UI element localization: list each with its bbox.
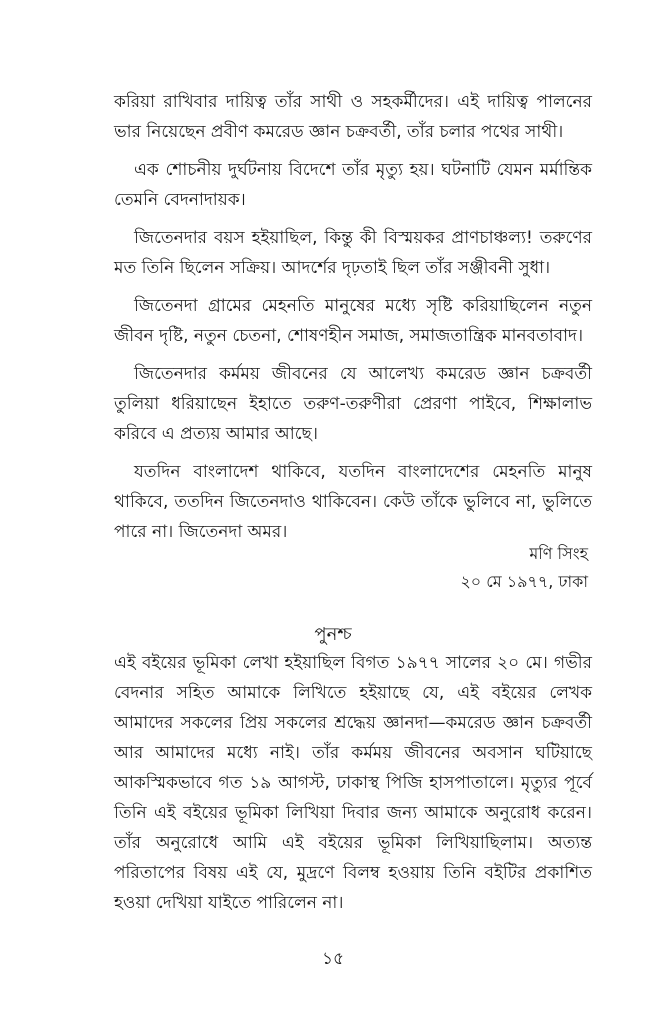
paragraph-6: যতদিন বাংলাদেশ থাকিবে, যতদিন বাংলাদেশের মেহনতি মানুষ থাকিবে, ততদিন জিতেনদাও থাকিবেন। কেউ তাঁকে ভুলিবে না, ভুলিতে পারে না। জিতেনদা অমর। [114,462,592,542]
paragraph-2: এক শোচনীয় দুর্ঘটনায় বিদেশে তাঁর মৃত্যু হয়। ঘটনাটি যেমন মর্মান্তিক তেমনি বেদনাদায়ক। [114,160,592,210]
postscript-heading: পুনশ্চ [314,624,352,645]
paragraph-3: জিতেনদার বয়স হইয়াছিল, কিন্তু কী বিস্ময়কর প্রাণচাঞ্চল্য! তরুণের মত তিনি ছিলেন সক্রিয়। আদর্শের দৃঢ়তাই ছিল তাঁর সঞ্জীবনী সুধা। [114,228,592,278]
postscript-body: এই বইয়ের ভূমিকা লেখা হইয়াছিল বিগত ১৯৭৭ সালের ২০ মে। গভীর বেদনার সহিত আমাকে লিখিতে হইয়াছে যে, এই বইয়ের লেখক আমাদের সকলের প্রিয় সকলের শ্রদ্ধেয় জ্ঞানদা—কমরেড জ্ঞান চক্রবর্তী আর আমাদের মধ্যে নাই। তাঁর কর্মময় জীবনের অবসান ঘটিয়াছে আকস্মিকভাবে গত ১৯ আগস্ট, ঢাকাস্থ পিজি হাসপাতালে। মৃত্যুর পূর্বে তিনি এই বইয়ের ভূমিকা লিখিয়া দিবার জন্য আমাকে অনুরোধ করেন। তাঁর অনুরোধে আমি এই বইয়ের ভূমিকা লিখিয়াছিলাম। অত্যন্ত পরিতাপের বিষয় এই যে, মুদ্রণে বিলম্ব হওয়ায় তিনি বইটির প্রকাশিত হওয়া দেখিয়া যাইতে পারিলেন না। [114,653,592,913]
preface-body [114,87,592,547]
paragraph-5: জিতেনদার কর্মময় জীবনের যে আলেখ্য কমরেড জ্ঞান চক্রবর্তী তুলিয়া ধরিয়াছেন ইহাতে তরুণ-তরুণীরা প্রেরণা পাইবে, শিক্ষালাভ করিবে এ প্রত্যয় আমার আছে। [114,364,592,444]
paragraph-1: করিয়া রাখিবার দায়িত্ব তাঁর সাথী ও সহকর্মীদের। এই দায়িত্ব পালনের ভার নিয়েছেন প্রবীণ কমরেড জ্ঞান চক্রবর্তী, তাঁর চলার পথের সাথী। [114,92,592,142]
paragraph-4: জিতেনদা গ্রামের মেহনতি মানুষের মধ্যে সৃষ্টি করিয়াছিলেন নতুন জীবন দৃষ্টি, নতুন চেতনা, শোষণহীন সমাজ, সমাজতান্ত্রিক মানবতাবাদ। [114,296,592,346]
signature-block [460,540,588,596]
signature-name: মণি সিংহ [529,544,588,563]
postscript-body-block [114,648,592,918]
signature-date-place: ২০ মে ১৯৭৭, ঢাকা [460,572,588,591]
page-number: ১৫ [321,949,345,969]
